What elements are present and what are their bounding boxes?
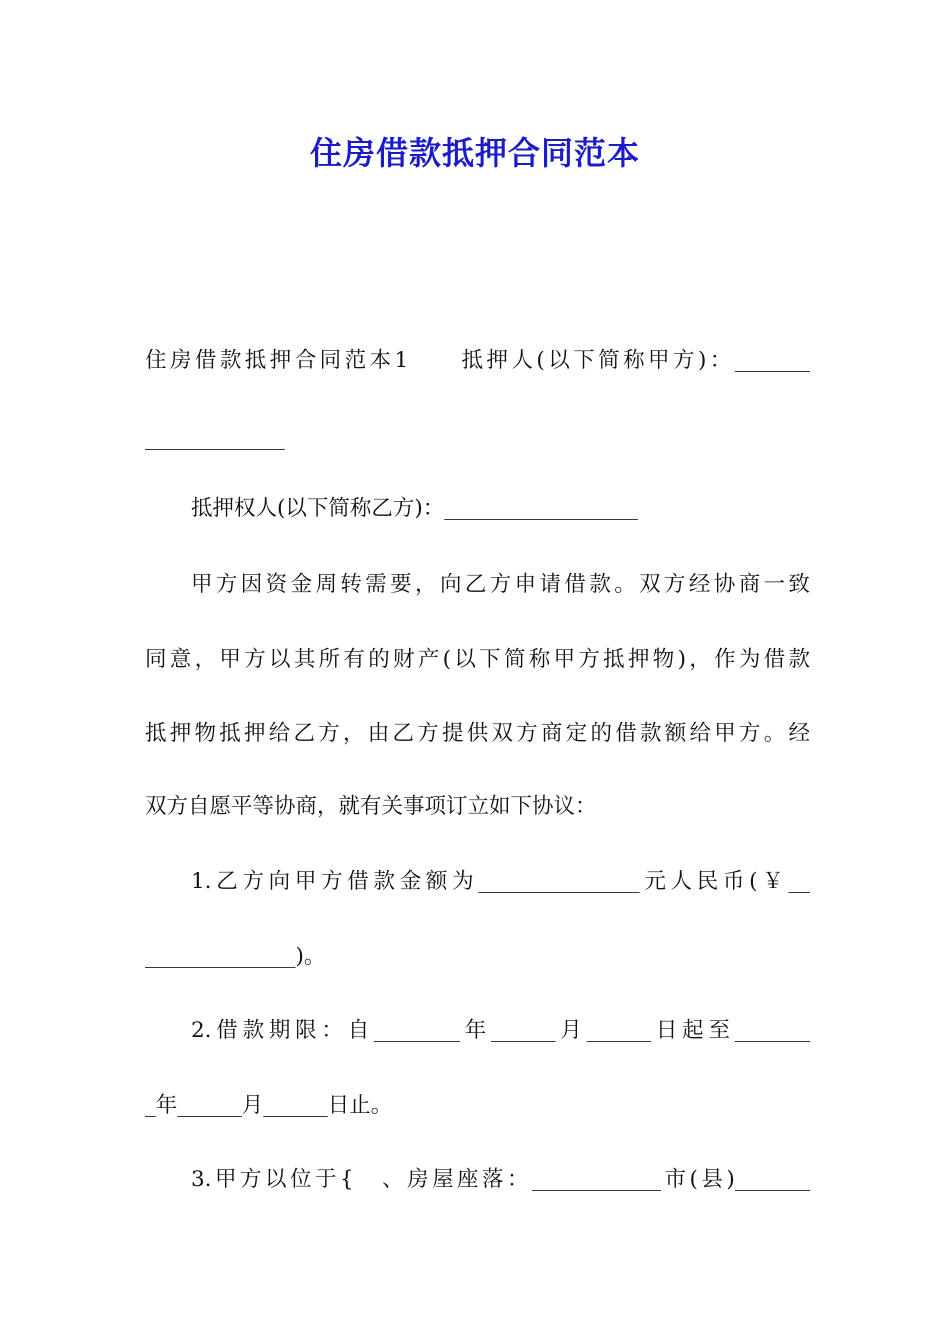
text-line-3: 抵押权人(以下简称乙方)：__________________ (191, 496, 638, 521)
text-line-7: 双方自愿平等协商，就有关事项订立如下协议： (145, 794, 597, 819)
text-line-10: 2.借款期限：自________年______月______日起至_______ (191, 1018, 810, 1043)
text-line-2: _____________ (145, 426, 285, 451)
text-line-6: 抵押物抵押给乙方，由乙方提供双方商定的借款额给甲方。经 (145, 721, 810, 746)
text-line-5: 同意，甲方以其所有的财产(以下简称甲方抵押物)，作为借款 (145, 647, 810, 672)
text-line-1: 住房借款抵押合同范本1 抵押人(以下简称甲方)：_______ (145, 348, 810, 373)
text-line-8: 1.乙方向甲方借款金额为_______________元人民币(￥__ (191, 869, 810, 894)
text-line-12: 3.甲方以位于{ 、房屋座落：____________市(县)_______ (191, 1167, 810, 1192)
text-line-9: ______________)。 (145, 944, 326, 969)
text-line-11: _年______月______日止。 (145, 1093, 393, 1118)
document-title: 住房借款抵押合同范本 (309, 134, 640, 172)
text-line-4: 甲方因资金周转需要，向乙方申请借款。双方经协商一致 (191, 572, 810, 597)
